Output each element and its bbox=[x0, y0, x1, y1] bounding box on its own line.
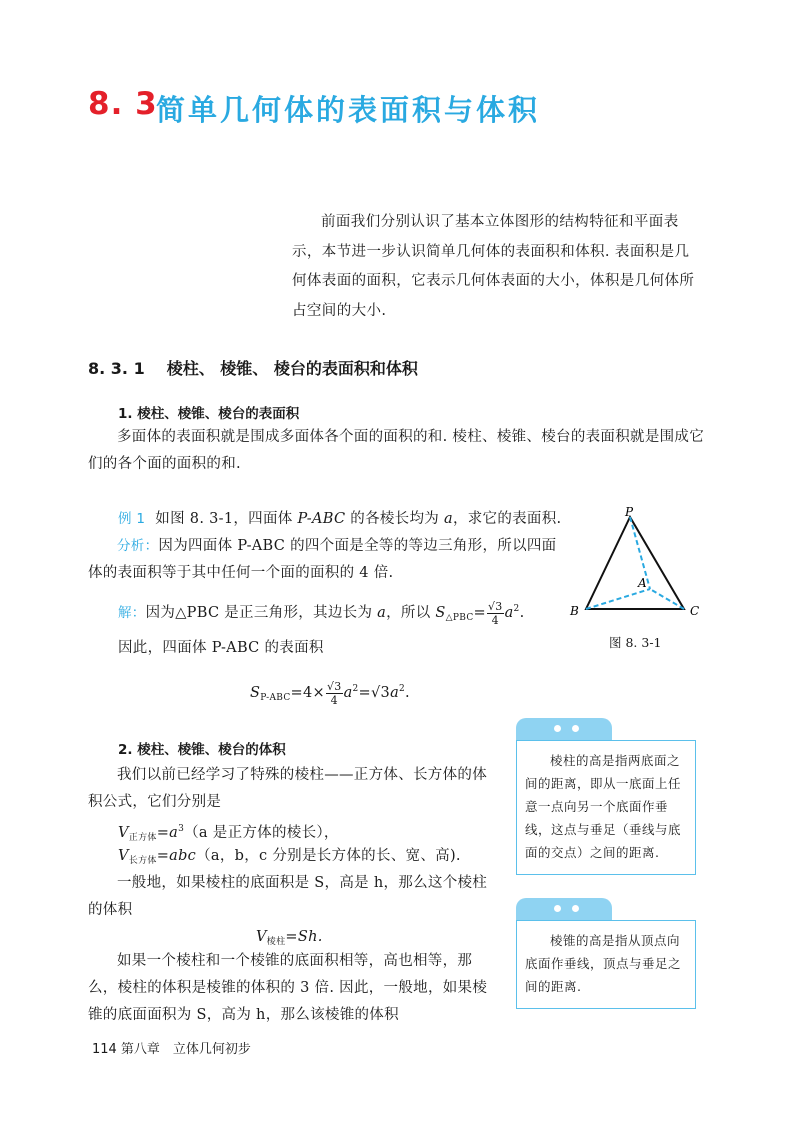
formula-exponent: 3 bbox=[178, 824, 185, 834]
formula-symbol: a bbox=[390, 685, 400, 701]
formula-symbol: V bbox=[256, 929, 267, 945]
formula-symbol: =abc bbox=[156, 848, 197, 864]
volume-intro: 我们以前已经学习了特殊的棱柱——正方体、长方体的体积公式，它们分别是 bbox=[88, 767, 487, 810]
fraction-denominator: 4 bbox=[491, 613, 499, 627]
formula-symbol: . bbox=[519, 605, 525, 621]
solution-text: 因为△PBC 是正三角形，其边长为 bbox=[145, 605, 378, 621]
chapter-label: 第八章 立体几何初步 bbox=[120, 1042, 251, 1057]
formula-symbol: =4× bbox=[290, 685, 325, 701]
formula-symbol: a bbox=[504, 605, 514, 621]
side-note-prism-height bbox=[516, 718, 696, 875]
pyramid-volume-paragraph: 如果一个棱柱和一个棱锥的底面积相等，高也相等，那么，棱柱的体积是棱锥的体积的 3 倍. 因此，一般地，如果棱锥的底面面积为 S，高为 h，那么该棱锥的体积 bbox=[88, 953, 488, 1023]
vertex-label-p: P bbox=[625, 505, 634, 519]
surface-area-heading: 1. 棱柱、棱锥、棱台的表面积 bbox=[118, 406, 300, 422]
analysis-paragraph bbox=[88, 533, 558, 587]
formula-symbol: . bbox=[405, 685, 410, 701]
formula-exponent: 2 bbox=[399, 684, 406, 694]
subsection-heading bbox=[88, 356, 418, 379]
formula-subscript: △PBC bbox=[445, 613, 474, 623]
example-text: 如图 8. 3-1，四面体 bbox=[155, 511, 298, 527]
formula-symbol: a bbox=[343, 685, 353, 701]
formula-subscript: 长方体 bbox=[128, 856, 157, 866]
formula-subscript: 棱柱 bbox=[266, 937, 286, 947]
note-dot bbox=[572, 725, 579, 732]
example-text: a bbox=[443, 511, 453, 527]
analysis-text: 因为四面体 P-ABC 的四个面是全等的等边三角形，所以四面体的表面积等于其中任何一个面的面积的 4 倍. bbox=[88, 538, 557, 581]
note-tab bbox=[516, 718, 612, 740]
vertex-label-a: A bbox=[638, 576, 647, 590]
example-text: P-ABC bbox=[297, 511, 346, 527]
note-dot bbox=[554, 725, 561, 732]
formula-symbol: =a bbox=[156, 825, 179, 841]
analysis-label: 分析： bbox=[117, 538, 159, 554]
note-box bbox=[516, 920, 696, 1009]
fraction-numerator: √3 bbox=[326, 679, 342, 693]
formula-symbol: = bbox=[473, 605, 486, 621]
surface-area-formula bbox=[250, 676, 410, 712]
subsection-title: 棱柱、 棱锥、 棱台的表面积和体积 bbox=[166, 359, 418, 378]
fraction-numerator: √3 bbox=[487, 599, 503, 613]
fraction-denominator: 4 bbox=[330, 693, 338, 707]
fraction bbox=[326, 680, 343, 707]
therefore-line: 因此，四面体 P-ABC 的表面积 bbox=[118, 640, 324, 656]
section-number: 8. 3 bbox=[88, 86, 158, 122]
example-text: ，求它的表面积. bbox=[452, 511, 562, 527]
formula-symbol: V bbox=[118, 825, 129, 841]
face-pbc bbox=[586, 517, 684, 609]
solution-text: ，所以 bbox=[386, 605, 436, 621]
intro-paragraph: 前面我们分别认识了基本立体图形的结构特征和平面表示，本节进一步认识简单几何体的表面积和体积. 表面积是几何体表面的面积，它表示几何体表面的大小，体积是几何体所占空间的大小. bbox=[292, 214, 695, 319]
note-dot bbox=[554, 905, 561, 912]
tetrahedron-figure bbox=[566, 505, 706, 621]
formula-note: （a，b，c 分别是长方体的长、宽、高). bbox=[196, 848, 461, 864]
formula-exponent: 2 bbox=[513, 604, 520, 614]
example-prompt bbox=[118, 506, 562, 533]
formula-symbol: S bbox=[435, 605, 446, 621]
volume-heading: 2. 棱柱、棱锥、棱台的体积 bbox=[118, 742, 286, 758]
example-text: 的各棱长均为 bbox=[345, 511, 444, 527]
formula-symbol: S bbox=[250, 685, 261, 701]
page-title: 简单几何体的表面积与体积 bbox=[156, 93, 541, 127]
formula-subscript: P-ABC bbox=[260, 693, 291, 703]
example-label: 例 1 bbox=[118, 511, 146, 527]
solution-line bbox=[118, 596, 568, 632]
vertex-label-c: C bbox=[690, 604, 700, 618]
edge-ba bbox=[586, 589, 650, 609]
figure-caption: 图 8. 3-1 bbox=[609, 635, 662, 650]
surface-area-paragraph: 多面体的表面积就是围成多面体各个面的面积的和. 棱柱、棱锥、棱台的表面积就是围成它们的各个面的面积的和. bbox=[88, 429, 705, 472]
subsection-number: 8. 3. 1 bbox=[88, 359, 145, 378]
formula-symbol: =Sh. bbox=[285, 929, 323, 945]
formula-subscript: 正方体 bbox=[128, 833, 157, 843]
note-text: 棱锥的高是指从顶点向底面作垂线，顶点与垂足之间的距离. bbox=[525, 933, 682, 994]
fraction bbox=[487, 600, 504, 627]
page-number: 114 bbox=[92, 1042, 117, 1057]
note-text: 棱柱的高是指两底面之间的距离，即从一底面上任意一点向另一个底面作垂线，这点与垂足（垂线与底面的交点）之间的距离. bbox=[525, 753, 682, 860]
note-box bbox=[516, 740, 696, 875]
solution-text: a bbox=[377, 605, 387, 621]
formula-exponent: 2 bbox=[352, 684, 359, 694]
formula-note: （a 是正方体的棱长）， bbox=[184, 825, 339, 841]
page-footer bbox=[92, 1038, 251, 1057]
vertex-label-b: B bbox=[570, 604, 579, 618]
note-tab bbox=[516, 898, 612, 920]
formula-symbol: V bbox=[118, 848, 129, 864]
note-dot bbox=[572, 905, 579, 912]
side-note-pyramid-height bbox=[516, 898, 696, 1009]
prism-volume-paragraph: 一般地，如果棱柱的底面积是 S，高是 h，那么这个棱柱的体积 bbox=[88, 875, 488, 918]
formula-symbol: =√3 bbox=[358, 685, 391, 701]
solution-label: 解： bbox=[118, 605, 146, 621]
